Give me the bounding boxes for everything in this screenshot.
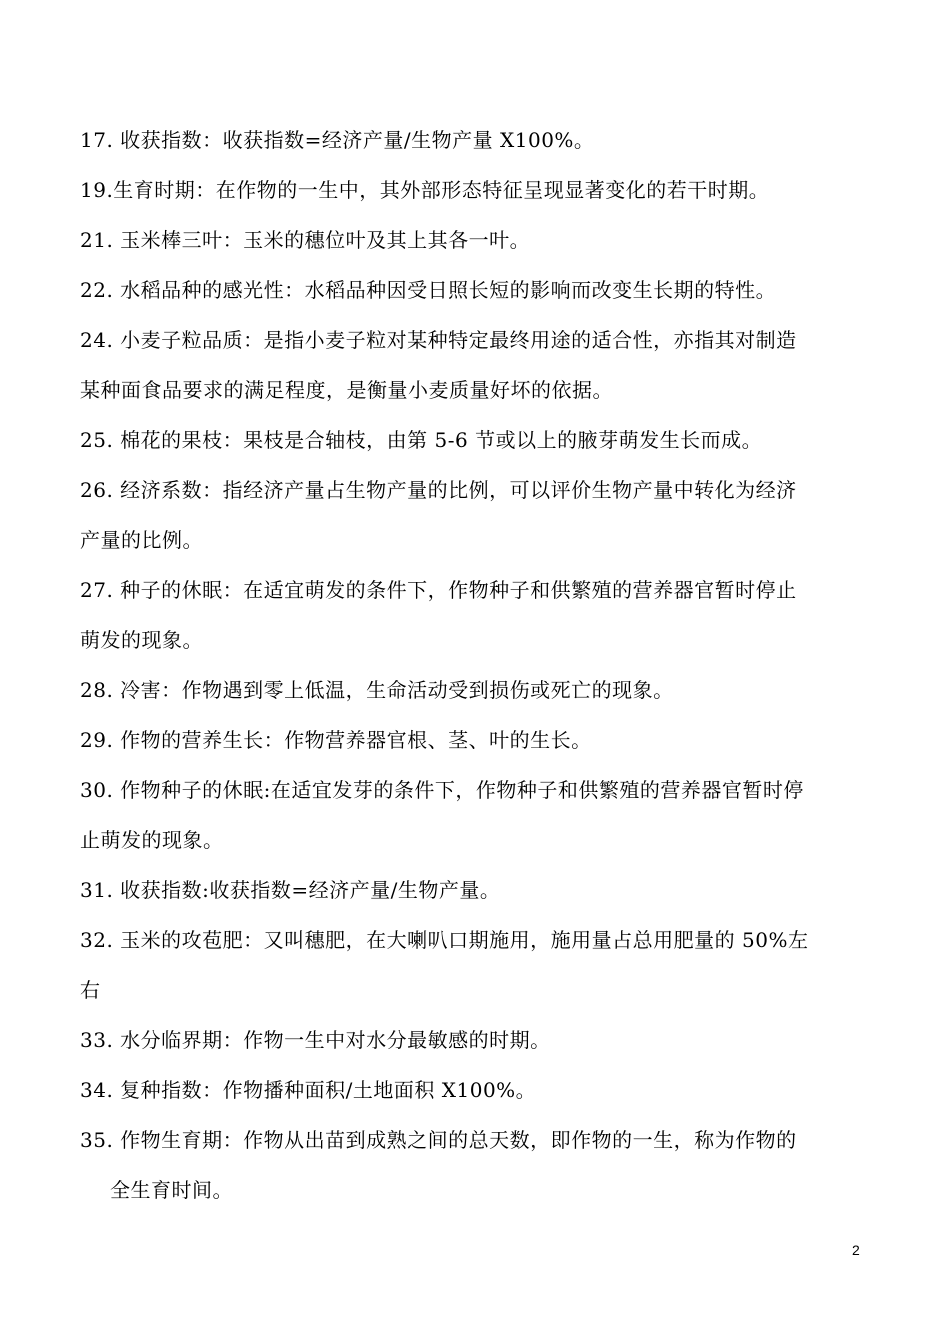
text-line-17: 17. 收获指数：收获指数=经济产量/生物产量 X100%。 bbox=[80, 128, 595, 152]
text-line-30: 30. 作物种子的休眠:在适宜发芽的条件下，作物种子和供繁殖的营养器官暂时停 bbox=[80, 778, 804, 802]
text-line-24-continued: 某种面食品要求的满足程度，是衡量小麦质量好坏的依据。 bbox=[80, 378, 613, 402]
text-line-32-continued: 右 bbox=[80, 978, 101, 1002]
text-line-19: 19.生育时期：在作物的一生中，其外部形态特征呈现显著变化的若干时期。 bbox=[80, 178, 770, 202]
text-line-31: 31. 收获指数:收获指数=经济产量/生物产量。 bbox=[80, 878, 501, 902]
text-line-26-continued: 产量的比例。 bbox=[80, 528, 203, 552]
text-line-33: 33. 水分临界期：作物一生中对水分最敏感的时期。 bbox=[80, 1028, 551, 1052]
text-line-30-continued: 止萌发的现象。 bbox=[80, 828, 224, 852]
page-number: 2 bbox=[852, 1242, 860, 1258]
text-line-35-continued: 全生育时间。 bbox=[110, 1178, 233, 1202]
text-line-35: 35. 作物生育期：作物从出苗到成熟之间的总天数，即作物的一生，称为作物的 bbox=[80, 1128, 797, 1152]
text-line-34: 34. 复种指数：作物播种面积/土地面积 X100%。 bbox=[80, 1078, 537, 1102]
text-line-27: 27. 种子的休眠：在适宜萌发的条件下，作物种子和供繁殖的营养器官暂时停止 bbox=[80, 578, 797, 602]
text-line-29: 29. 作物的营养生长：作物营养器官根、茎、叶的生长。 bbox=[80, 728, 592, 752]
text-line-27-continued: 萌发的现象。 bbox=[80, 628, 203, 652]
text-line-26: 26. 经济系数：指经济产量占生物产量的比例，可以评价生物产量中转化为经济 bbox=[80, 478, 797, 502]
text-line-21: 21. 玉米棒三叶：玉米的穗位叶及其上其各一叶。 bbox=[80, 228, 531, 252]
text-line-24: 24. 小麦子粒品质：是指小麦子粒对某种特定最终用途的适合性，亦指其对制造 bbox=[80, 328, 797, 352]
text-line-22: 22. 水稻品种的感光性：水稻品种因受日照长短的影响而改变生长期的特性。 bbox=[80, 278, 777, 302]
text-line-28: 28. 冷害：作物遇到零上低温，生命活动受到损伤或死亡的现象。 bbox=[80, 678, 674, 702]
text-line-32: 32. 玉米的攻苞肥：又叫穗肥，在大喇叭口期施用，施用量占总用肥量的 50%左 bbox=[80, 928, 809, 952]
text-line-25: 25. 棉花的果枝：果枝是合轴枝，由第 5-6 节或以上的腋芽萌发生长而成。 bbox=[80, 428, 763, 452]
